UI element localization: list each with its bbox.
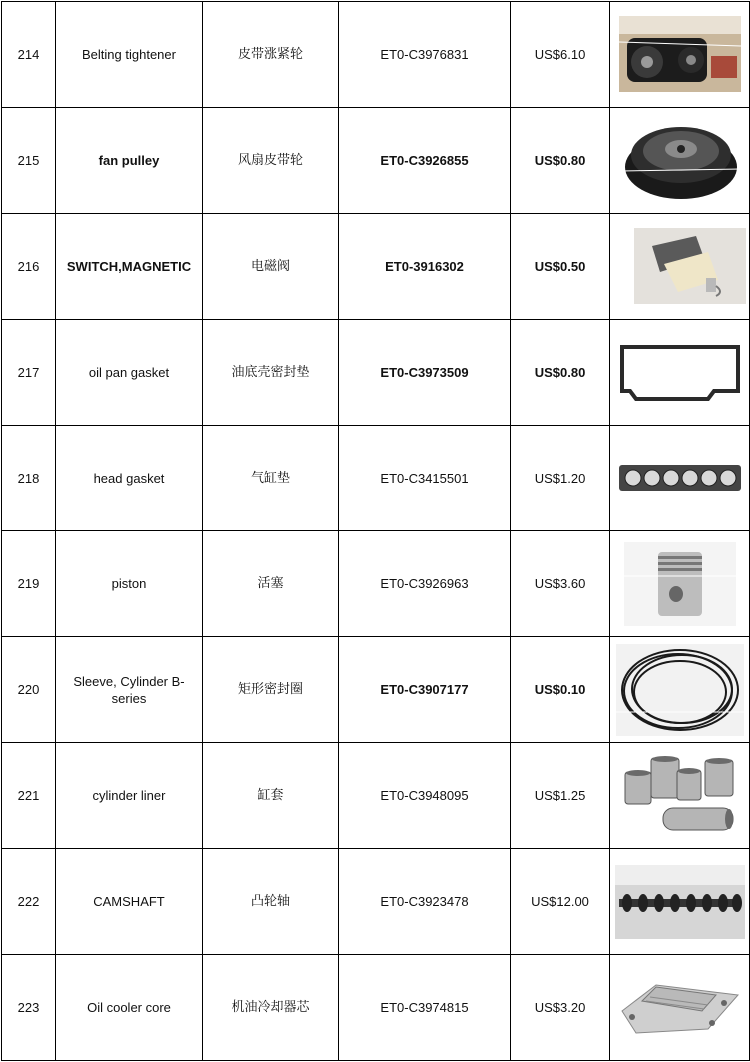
part-number: ET0-C3926963 [339,531,511,637]
part-price: US$1.25 [511,743,610,849]
part-price: US$3.60 [511,531,610,637]
part-number: ET0-C3923478 [339,849,511,955]
oil-pan-gasket-icon [618,341,742,403]
part-name-cn: 电磁阀 [203,213,339,319]
part-name-cn: 气缸垫 [203,425,339,531]
part-price: US$1.20 [511,425,610,531]
part-price: US$0.80 [511,107,610,213]
oil-cooler-core-icon [616,967,744,1049]
part-price: US$3.20 [511,955,610,1061]
fan-pulley-icon [619,115,741,205]
part-image [610,2,750,108]
row-number: 220 [2,637,56,743]
seal-rings-icon [616,644,744,736]
part-name-cn: 矩形密封圈 [203,637,339,743]
part-image [610,319,750,425]
part-name: fan pulley [56,107,203,213]
parts-table [1,1,750,1061]
part-image [610,107,750,213]
part-name: CAMSHAFT [56,849,203,955]
part-price: US$6.10 [511,2,610,108]
part-image [610,849,750,955]
part-number: ET0-C3926855 [339,107,511,213]
part-image [610,425,750,531]
head-gasket-icon [617,463,743,493]
part-name: Oil cooler core [56,955,203,1061]
part-image [610,531,750,637]
part-price: US$0.80 [511,319,610,425]
part-number: ET0-C3973509 [339,319,511,425]
part-name: SWITCH,MAGNETIC [56,213,203,319]
table-row [2,955,750,1061]
row-number: 218 [2,425,56,531]
part-name: head gasket [56,425,203,531]
row-number: 217 [2,319,56,425]
table-row [2,107,750,213]
table-row [2,2,750,108]
part-image [610,743,750,849]
part-name-cn: 缸套 [203,743,339,849]
part-price: US$12.00 [511,849,610,955]
part-image [610,955,750,1061]
piston-icon [624,542,736,626]
part-name: piston [56,531,203,637]
part-number: ET0-3916302 [339,213,511,319]
part-name: oil pan gasket [56,319,203,425]
table-row [2,213,750,319]
part-name: Belting tightener [56,2,203,108]
part-number: ET0-C3948095 [339,743,511,849]
magnetic-switch-icon [634,228,746,304]
row-number: 215 [2,107,56,213]
row-number: 221 [2,743,56,849]
part-image [610,213,750,319]
part-number: ET0-C3415501 [339,425,511,531]
table-row [2,425,750,531]
part-number: ET0-C3976831 [339,2,511,108]
row-number: 222 [2,849,56,955]
table-row [2,849,750,955]
row-number: 223 [2,955,56,1061]
part-name-cn: 皮带涨紧轮 [203,2,339,108]
table-row [2,637,750,743]
part-name-cn: 风扇皮带轮 [203,107,339,213]
table-row [2,319,750,425]
cylinder-liner-icon [621,752,739,840]
part-number: ET0-C3907177 [339,637,511,743]
row-number: 219 [2,531,56,637]
part-price: US$0.50 [511,213,610,319]
part-name: Sleeve, Cylinder B-series [56,637,203,743]
part-name-cn: 机油冷却器芯 [203,955,339,1061]
part-number: ET0-C3974815 [339,955,511,1061]
table-row [2,531,750,637]
part-name-cn: 活塞 [203,531,339,637]
part-name-cn: 凸轮轴 [203,849,339,955]
table-row [2,743,750,849]
part-name: cylinder liner [56,743,203,849]
row-number: 216 [2,213,56,319]
belt-tensioner-icon [619,16,741,92]
row-number: 214 [2,2,56,108]
part-image [610,637,750,743]
part-name-cn: 油底壳密封垫 [203,319,339,425]
camshaft-icon [615,865,745,939]
part-price: US$0.10 [511,637,610,743]
